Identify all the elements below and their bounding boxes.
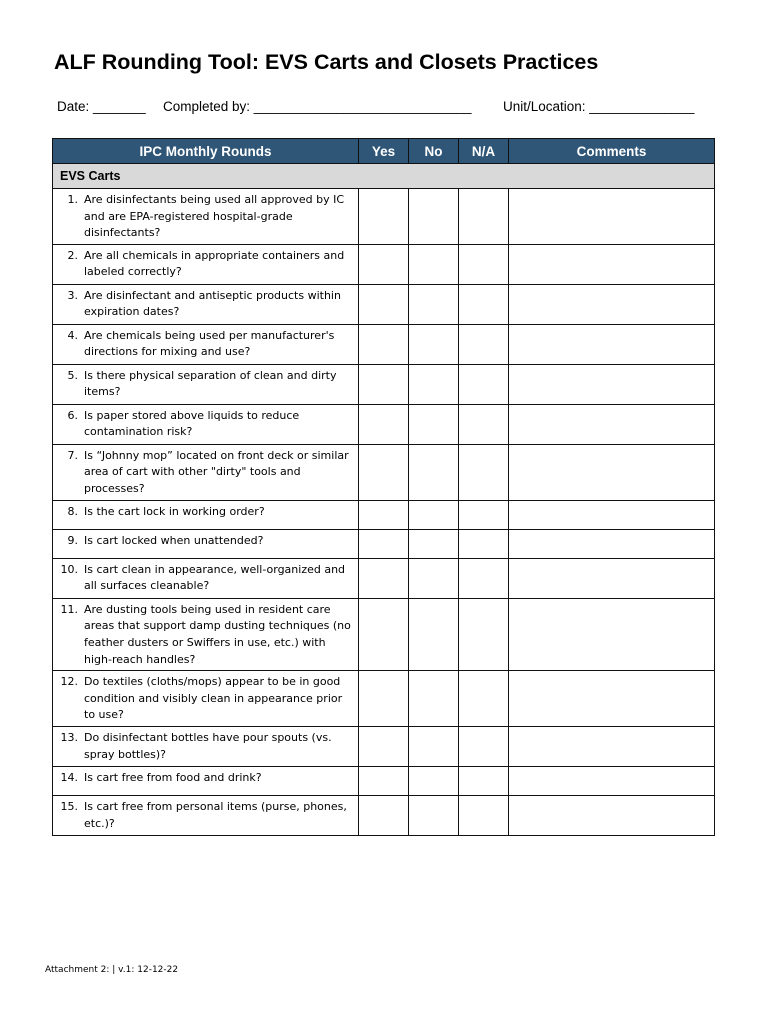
question-number: 9. — [67, 533, 78, 547]
yes-cell[interactable] — [359, 500, 409, 529]
yes-cell[interactable] — [359, 767, 409, 796]
header-comments: Comments — [509, 139, 715, 164]
question-text: Do disinfectant bottles have pour spouts (vs. spray bottles)? — [84, 731, 332, 761]
section-label: EVS Carts — [53, 164, 715, 189]
table-row — [53, 284, 715, 324]
na-cell[interactable] — [459, 558, 509, 598]
table-row — [53, 189, 715, 245]
yes-cell[interactable] — [359, 558, 409, 598]
question-cell — [53, 444, 359, 500]
comments-cell[interactable] — [509, 444, 715, 500]
no-cell[interactable] — [409, 444, 459, 500]
na-cell[interactable] — [459, 364, 509, 404]
table-row — [53, 364, 715, 404]
no-cell[interactable] — [409, 189, 459, 245]
na-cell[interactable] — [459, 796, 509, 836]
comments-cell[interactable] — [509, 364, 715, 404]
no-cell[interactable] — [409, 598, 459, 670]
question-number: 10. — [60, 562, 78, 576]
comments-cell[interactable] — [509, 244, 715, 284]
yes-cell[interactable] — [359, 364, 409, 404]
na-cell[interactable] — [459, 189, 509, 245]
question-number: 5. — [67, 368, 78, 382]
table-row — [53, 767, 715, 796]
yes-cell[interactable] — [359, 284, 409, 324]
na-cell[interactable] — [459, 671, 509, 727]
question-cell — [53, 404, 359, 444]
no-cell[interactable] — [409, 767, 459, 796]
question-text: Are chemicals being used per manufacturer's directions for mixing and use? — [84, 328, 335, 359]
question-text: Is “Johnny mop” located on front deck or similar area of cart with other "dirty" tools and processes? — [84, 448, 349, 495]
comments-cell[interactable] — [509, 598, 715, 670]
comments-cell[interactable] — [509, 727, 715, 767]
question-text: Is paper stored above liquids to reduce contamination risk? — [84, 408, 300, 439]
table-row — [53, 500, 715, 529]
page-title: ALF Rounding Tool: EVS Carts and Closets Practices — [54, 50, 599, 74]
no-cell[interactable] — [409, 324, 459, 364]
no-cell[interactable] — [409, 558, 459, 598]
question-number: 7. — [67, 448, 78, 462]
question-cell — [53, 727, 359, 767]
question-number: 8. — [67, 504, 78, 518]
comments-cell[interactable] — [509, 529, 715, 558]
comments-cell[interactable] — [509, 671, 715, 727]
yes-cell[interactable] — [359, 529, 409, 558]
rounds-table — [52, 138, 715, 836]
header-yes: Yes — [359, 139, 409, 164]
question-text: Are dusting tools being used in resident care areas that support damp dusting techniques (no feather dusters or Swiffers in use, etc.) with high-reach handles? — [84, 602, 351, 666]
question-number: 11. — [60, 602, 78, 616]
question-number: 13. — [60, 731, 78, 745]
question-text: Is the cart lock in working order? — [84, 504, 265, 518]
comments-cell[interactable] — [509, 796, 715, 836]
yes-cell[interactable] — [359, 671, 409, 727]
comments-cell[interactable] — [509, 284, 715, 324]
question-cell — [53, 558, 359, 598]
header-na: N/A — [459, 139, 509, 164]
header-no: No — [409, 139, 459, 164]
comments-cell[interactable] — [509, 404, 715, 444]
table-row — [53, 727, 715, 767]
footer-attachment: Attachment 2: | v.1: 12-12-22 — [45, 965, 179, 975]
na-cell[interactable] — [459, 727, 509, 767]
comments-cell[interactable] — [509, 500, 715, 529]
question-number: 6. — [67, 408, 78, 422]
question-text: Is there physical separation of clean and dirty items? — [84, 368, 337, 399]
question-cell — [53, 244, 359, 284]
question-cell — [53, 671, 359, 727]
yes-cell[interactable] — [359, 796, 409, 836]
no-cell[interactable] — [409, 244, 459, 284]
comments-cell[interactable] — [509, 189, 715, 245]
table-row — [53, 598, 715, 670]
question-cell — [53, 529, 359, 558]
na-cell[interactable] — [459, 324, 509, 364]
no-cell[interactable] — [409, 727, 459, 767]
question-text: Is cart free from personal items (purse, phones, etc.)? — [84, 800, 347, 830]
date-field[interactable]: Date: _______ — [57, 99, 146, 114]
no-cell[interactable] — [409, 404, 459, 444]
yes-cell[interactable] — [359, 244, 409, 284]
question-cell — [53, 598, 359, 670]
question-text: Is cart free from food and drink? — [84, 771, 262, 785]
yes-cell[interactable] — [359, 444, 409, 500]
table-header-row — [53, 139, 715, 164]
no-cell[interactable] — [409, 284, 459, 324]
question-text: Are disinfectant and antiseptic products within expiration dates? — [84, 288, 341, 319]
question-text: Are all chemicals in appropriate containers and labeled correctly? — [84, 248, 345, 279]
no-cell[interactable] — [409, 364, 459, 404]
question-cell — [53, 796, 359, 836]
na-cell[interactable] — [459, 244, 509, 284]
question-number: 14. — [60, 771, 78, 785]
comments-cell[interactable] — [509, 324, 715, 364]
question-number: 2. — [67, 248, 78, 262]
section-row — [53, 164, 715, 189]
question-cell — [53, 284, 359, 324]
question-cell — [53, 767, 359, 796]
yes-cell[interactable] — [359, 404, 409, 444]
question-number: 12. — [60, 675, 78, 689]
table-row — [53, 444, 715, 500]
na-cell[interactable] — [459, 404, 509, 444]
table-row — [53, 558, 715, 598]
question-cell — [53, 500, 359, 529]
table-row — [53, 796, 715, 836]
table-row — [53, 244, 715, 284]
na-cell[interactable] — [459, 500, 509, 529]
yes-cell[interactable] — [359, 727, 409, 767]
na-cell[interactable] — [459, 529, 509, 558]
question-text: Do textiles (cloths/mops) appear to be in good condition and visibly clean in appearance prior to use? — [84, 675, 343, 722]
table-row — [53, 671, 715, 727]
question-cell — [53, 189, 359, 245]
completed-by-field[interactable]: Completed by: _____________________________ — [163, 99, 472, 114]
unit-location-field[interactable]: Unit/Location: ______________ — [503, 99, 695, 114]
question-text: Is cart locked when unattended? — [84, 533, 264, 547]
no-cell[interactable] — [409, 671, 459, 727]
question-text: Is cart clean in appearance, well-organized and all surfaces cleanable? — [84, 562, 346, 593]
yes-cell[interactable] — [359, 324, 409, 364]
na-cell[interactable] — [459, 598, 509, 670]
comments-cell[interactable] — [509, 558, 715, 598]
header-ipc-monthly-rounds: IPC Monthly Rounds — [53, 139, 359, 164]
na-cell[interactable] — [459, 767, 509, 796]
table-row — [53, 529, 715, 558]
na-cell[interactable] — [459, 444, 509, 500]
question-cell — [53, 364, 359, 404]
yes-cell[interactable] — [359, 598, 409, 670]
table-row — [53, 404, 715, 444]
comments-cell[interactable] — [509, 767, 715, 796]
question-number: 15. — [60, 800, 78, 814]
question-cell — [53, 324, 359, 364]
question-number: 3. — [67, 288, 78, 302]
question-number: 1. — [67, 193, 78, 206]
no-cell[interactable] — [409, 529, 459, 558]
question-text: Are disinfectants being used all approved by IC and are EPA-registered hospital-grade disinfectants? — [84, 193, 345, 240]
na-cell[interactable] — [459, 284, 509, 324]
question-number: 4. — [67, 328, 78, 342]
no-cell[interactable] — [409, 796, 459, 836]
table-row — [53, 324, 715, 364]
yes-cell[interactable] — [359, 189, 409, 245]
no-cell[interactable] — [409, 500, 459, 529]
